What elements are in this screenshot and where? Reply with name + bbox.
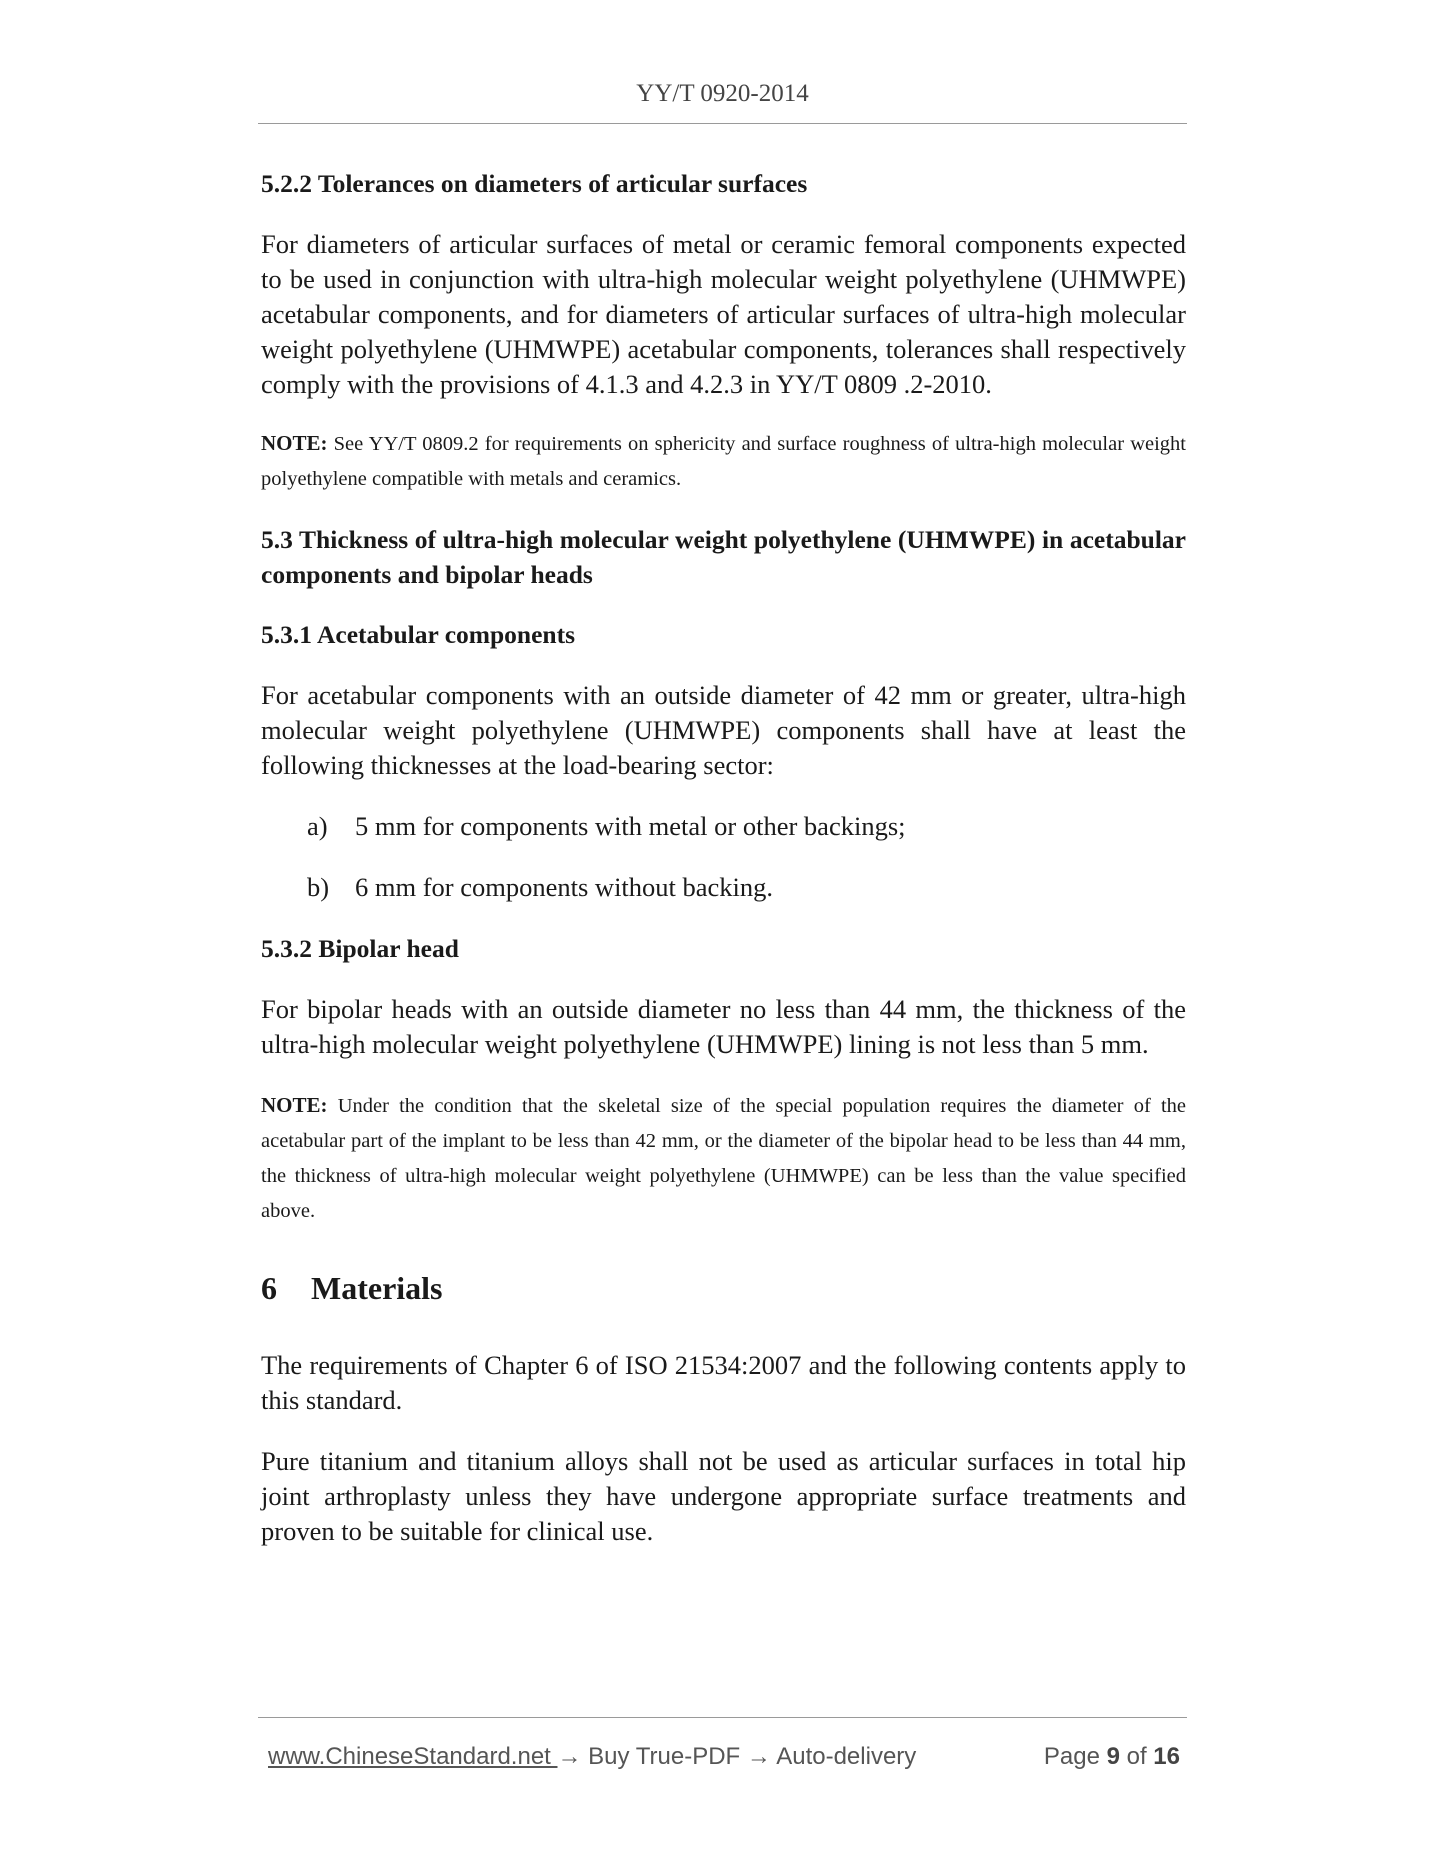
section-5-2-2-paragraph: For diameters of articular surfaces of metal or ceramic femoral components expected to be used in conjunction with ultra-high molecular weight polyethylene (UHMWPE) acetabular components, and for diameters of articular surfaces of ultra-high molecular weight polyethylene (UHMWPE) acetabular components, tolerances shall respectively comply with the provisions of 4.1.3 and 4.2.3 in YY/T 0809 .2-2010. — [261, 229, 1186, 399]
arrow-right-icon: → — [746, 1743, 771, 1770]
footer-divider — [258, 1717, 1187, 1718]
page-label: Page — [1043, 1743, 1107, 1770]
page-number: 9 — [1106, 1743, 1120, 1770]
chinesestandard-link[interactable]: www.ChineseStandard.net — [268, 1743, 558, 1770]
section-6-number: 6 — [261, 1270, 277, 1306]
note-1 — [261, 426, 1186, 497]
section-6-heading — [261, 1268, 443, 1308]
page-total: 16 — [1153, 1743, 1180, 1770]
list-marker: b) — [307, 872, 330, 902]
section-6-paragraph-1: The requirements of Chapter 6 of ISO 21534:2007 and the following contents apply to this standard. — [261, 1350, 1186, 1415]
section-5-3-1-paragraph: For acetabular components with an outside diameter of 42 mm or greater, ultra-high molecular weight polyethylene (UHMWPE) components shall have at least the following thicknesses at the load-bearing sector: — [261, 680, 1186, 780]
note-2 — [261, 1088, 1186, 1229]
section-6-title: Materials — [311, 1270, 443, 1306]
of-label: of — [1119, 1743, 1154, 1770]
list-item-text: 5 mm for components with metal or other backings; — [355, 811, 906, 841]
section-5-3-1-heading: 5.3.1 Acetabular components — [261, 620, 576, 649]
note-1-label: NOTE: — [261, 431, 328, 455]
list-item — [307, 809, 906, 844]
buy-true-pdf-text: Buy True-PDF — [581, 1743, 747, 1770]
section-5-3-2-heading: 5.3.2 Bipolar head — [261, 934, 459, 963]
page-indicator — [1044, 1743, 1180, 1771]
list-item — [307, 870, 773, 905]
section-6-paragraph-2: Pure titanium and titanium alloys shall not be used as articular surfaces in total hip joint arthroplasty unless they have undergone appropriate surface treatments and proven to be suitable for clinical use. — [261, 1446, 1186, 1546]
section-5-3-heading: 5.3 Thickness of ultra-high molecular weight polyethylene (UHMWPE) in acetabular components and bipolar heads — [261, 525, 1186, 589]
note-2-text: Under the condition that the skeletal size of the special population requires the diameter of the acetabular part of the implant to be less than 42 mm, or the diameter of the bipolar head to be less than 44 mm, the thickness of ultra-high molecular weight polyethylene (UHMWPE) can be less than the value specified above. — [261, 1095, 1186, 1222]
header-standard-code: YY/T 0920-2014 — [636, 80, 809, 107]
section-5-3-2-paragraph: For bipolar heads with an outside diameter no less than 44 mm, the thickness of the ultra-high molecular weight polyethylene (UHMWPE) lining is not less than 5 mm. — [261, 994, 1186, 1059]
note-2-label: NOTE: — [261, 1093, 328, 1117]
arrow-right-icon: → — [557, 1743, 582, 1770]
auto-delivery-text: Auto-delivery — [770, 1743, 917, 1770]
section-5-2-2-heading: 5.2.2 Tolerances on diameters of articular surfaces — [261, 169, 808, 198]
list-marker: a) — [307, 811, 328, 841]
list-item-text: 6 mm for components without backing. — [355, 872, 774, 902]
footer — [268, 1743, 1180, 1771]
header-divider — [258, 123, 1187, 124]
note-1-text: See YY/T 0809.2 for requirements on sphericity and surface roughness of ultra-high molecular weight polyethylene compatible with metals and ceramics. — [261, 433, 1186, 490]
